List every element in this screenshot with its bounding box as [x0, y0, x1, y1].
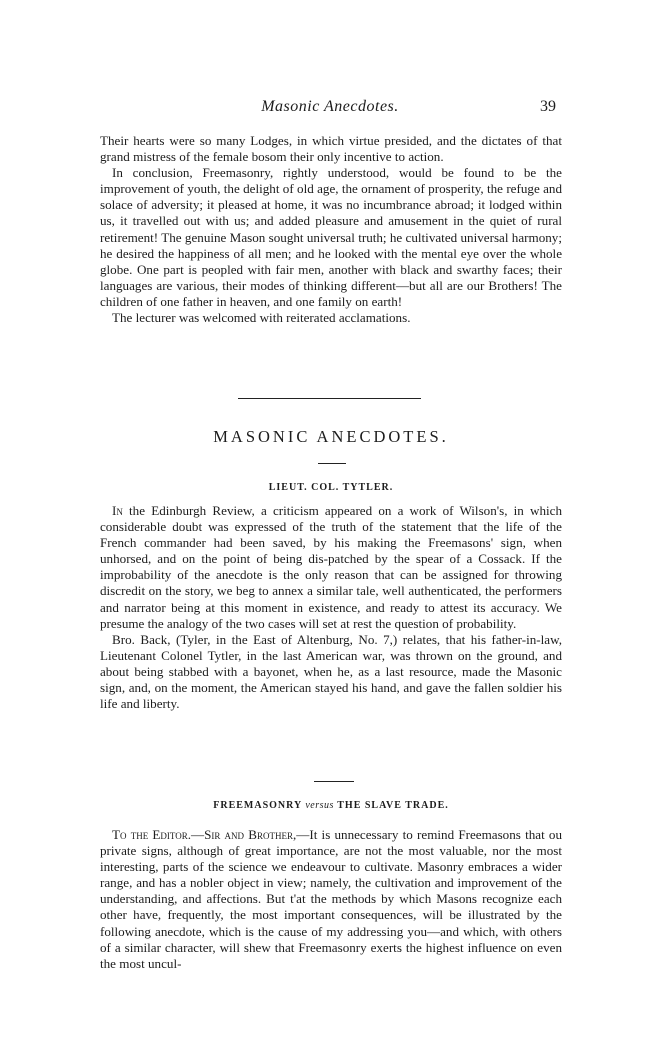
intro-paragraph-2: In conclusion, Freemasonry, rightly understood, would be found to be the improvement of youth, the delight of old age, the ornament of prosperity, the refuge and solace of adversity; it pleased at home, it was no incumbrance abroad; it lodged within us, it travelled out with us; and added pleasure and amusement in the quiet of rural retirement! The genuine Mason sought universal truth; he cultivated universal harmony; he desired the happiness of all men; and he looked with the mental eye over the whole globe. One part is peopled with fair men, another with black and swarthy faces; their languages are various, their modes of thinking different—but all are our Brothers! The children of one father in heaven, and one family on earth! [100, 165, 562, 309]
letter-paragraph [100, 827, 562, 972]
letter-body: —It is unnecessary to remind Freemasons that ou private signs, although of great importance, are not the most valuable, nor the most interesting, parts of the science we endeavour to cultivate. Masonry embraces a wider range, and has a nobler object in view; namely, the cultivation and improvement of the understanding, and affections. But t'at the methods by which Masons recognize each other have, frequently, the most important consequences, will be illustrated by the following anecdote, which is the cause of my addressing you—and which, with others of a similar character, will shew that Freemasonry exerts the highest influence on even the most uncul- [100, 827, 562, 971]
page-number: 39 [540, 98, 556, 115]
subtitle-part-b: THE SLAVE TRADE. [333, 800, 449, 811]
slave-trade-subtitle [100, 800, 562, 811]
anecdote-subtitle: LIEUT. COL. TYTLER. [268, 482, 394, 493]
anecdote-paragraph-2: Bro. Back, (Tyler, in the East of Altenburg, No. 7,) relates, that his father-in-law, Lieutenant Colonel Tytler, in the last American war, was thrown on the ground, and about being stabbed with a bayonet, when he, as a last resource, made the Masonic sign, and, on the moment, the American stayed his hand, and gave the fallen soldier his life and liberty. [100, 631, 562, 712]
letter-salutation: To the Editor.—Sir and Brother, [112, 827, 297, 842]
section-title: MASONIC ANECDOTES. [213, 427, 449, 446]
letter-text [100, 827, 562, 972]
subtitle-part-a: FREEMASONRY [213, 800, 306, 811]
intro-text [100, 133, 562, 326]
title-rule [318, 463, 346, 464]
drop-word: In [112, 503, 123, 518]
anecdote-paragraph-1 [100, 503, 562, 632]
anecdote-divider [314, 781, 354, 782]
anecdote-text [100, 503, 562, 712]
running-title: Masonic Anecdotes. [261, 98, 399, 115]
anecdote-paragraph-1-text: the Edinburgh Review, a criticism appeared on a work of Wilson's, in which considerable doubt was expressed of the truth of the statement that the life of the French commander had been saved, by his making the Freemasons' sign, when unhorsed, and on the point of being dis-patched by the spear of a Cossack. If the improbability of the anecdote is the only reason that can be assigned for throwing discredit on the story, we beg to annex a similar tale, well authenticated, the performers and narrator being at this moment in existence, and ready to attest its accuracy. We presume the analogy of the two cases will set at rest the question of probability. [100, 503, 562, 631]
page-header [100, 98, 560, 122]
intro-paragraph-3: The lecturer was welcomed with reiterated acclamations. [112, 310, 411, 326]
section-divider [238, 398, 421, 399]
intro-paragraph-1: Their hearts were so many Lodges, in which virtue presided, and the dictates of that grand mistress of the female bosom their only incentive to action. [100, 133, 562, 165]
subtitle-versus: versus [305, 800, 334, 811]
